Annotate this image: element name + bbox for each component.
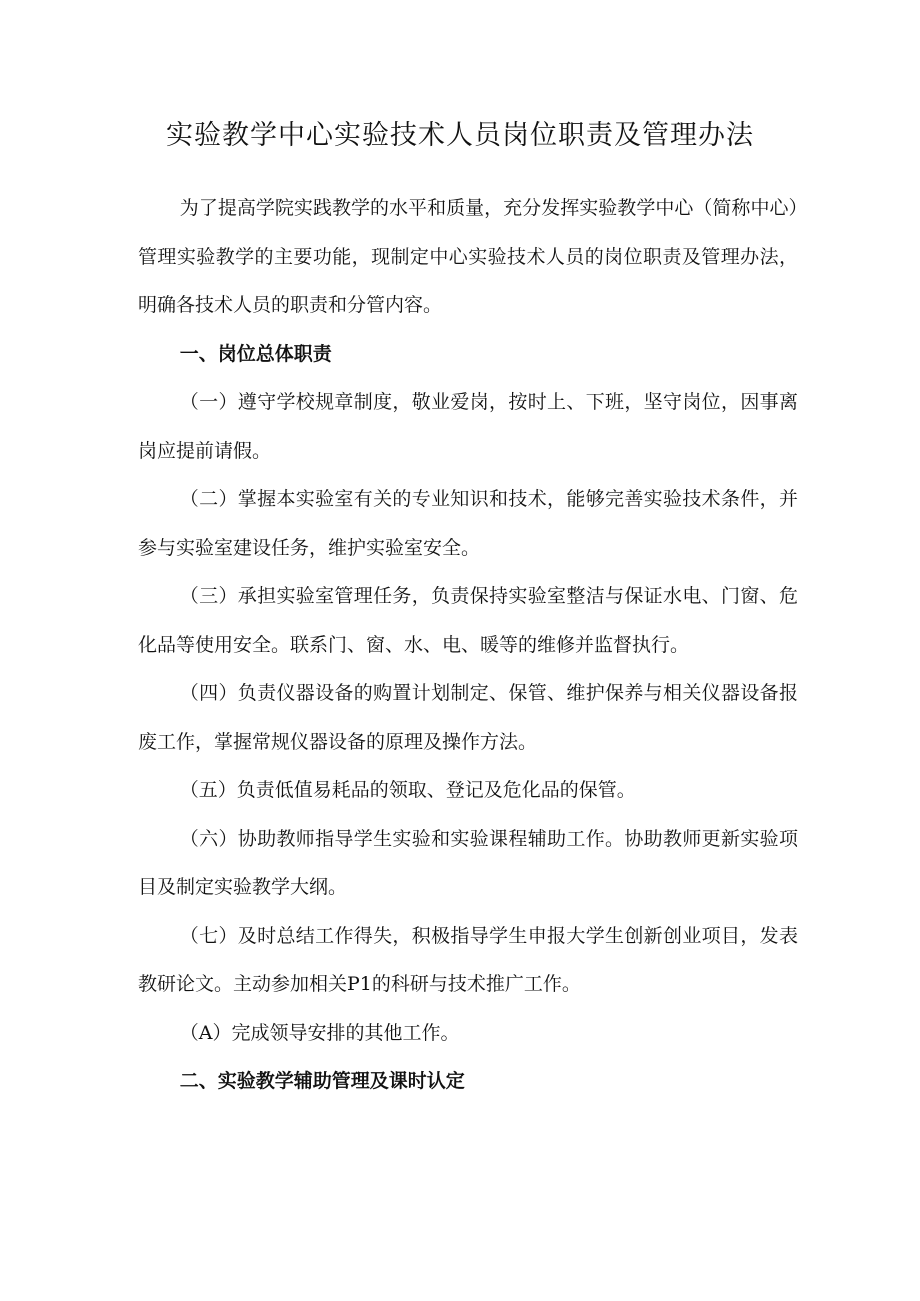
- duty-item-1: （一）遵守学校规章制度，敬业爱岗，按时上、下班，坚守岗位，因事离岗应提前请假。: [138, 391, 798, 462]
- duty-item-2: （二）掌握本实验室有关的专业知识和技术，能够完善实验技术条件，并参与实验室建设任务，维护实验室安全。: [138, 488, 798, 559]
- duty-item-6: （六）协助教师指导学生实验和实验课程辅助工作。协助教师更新实验项目及制定实验教学大纲。: [138, 827, 798, 898]
- section-1-heading: 一、岗位总体职责: [179, 342, 332, 365]
- duty-item-7: （七）及时总结工作得失，积极指导学生申报大学生创新创业项目，发表教研论文。主动参加相关P1的科研与技术推广工作。: [138, 924, 798, 995]
- document-body: [138, 184, 798, 1106]
- duty-item-5: （五）负责低值易耗品的领取、登记及危化品的保管。: [179, 779, 636, 801]
- duty-item-8: （A）完成领导安排的其他工作。: [179, 1021, 460, 1044]
- duty-item-3: （三）承担实验室管理任务，负责保持实验室整洁与保证水电、门窗、危化品等使用安全。联系门、窗、水、电、暖等的维修并监督执行。: [138, 585, 798, 656]
- intro-paragraph: 为了提高学院实践教学的水平和质量，充分发挥实验教学中心（简称中心）管理实验教学的主要功能，现制定中心实验技术人员的岗位职责及管理办法，明确各技术人员的职责和分管内容。: [138, 197, 798, 316]
- document-title: 实验教学中心实验技术人员岗位职责及管理办法: [166, 120, 754, 151]
- section-2-heading: 二、实验教学辅助管理及课时认定: [179, 1070, 465, 1092]
- duty-item-4: （四）负责仪器设备的购置计划制定、保管、维护保养与相关仪器设备报废工作，掌握常规仪器设备的原理及操作方法。: [138, 682, 798, 753]
